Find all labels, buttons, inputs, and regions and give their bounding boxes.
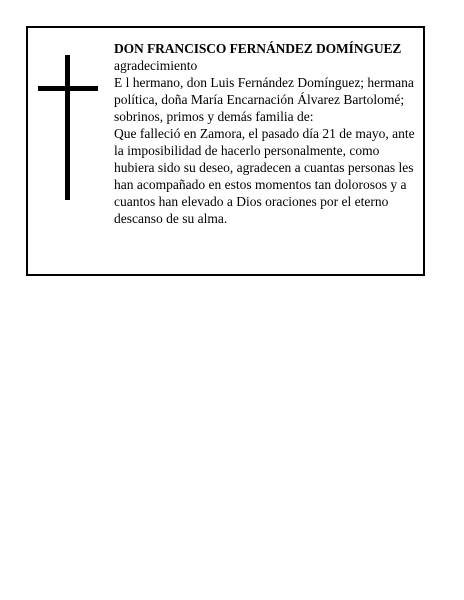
cross-horizontal-bar: [38, 86, 98, 91]
family-line: E l hermano, don Luis Fernández Domínguez; hermana: [114, 75, 414, 90]
cross-vertical-bar: [65, 55, 70, 200]
message-line: Que falleció en Zamora, el pasado día 21 de mayo, ante: [114, 126, 415, 141]
message-line: cuantos han elevado a Dios oraciones por el eterno: [114, 194, 389, 209]
message-line: han acompañado en estos momentos tan dolorosos y a: [114, 177, 407, 192]
family-line: política, doña María Encarnación Álvarez Bartolomé;: [114, 92, 405, 107]
message-line: la imposibilidad de hacerlo personalmente, como: [114, 143, 380, 158]
obituary-notice: [26, 26, 425, 276]
notice-heading: agradecimiento: [114, 58, 198, 73]
message-line: descanso de su alma.: [114, 211, 228, 226]
message-line: hubiera sido su deseo, agradecen a cuantas personas les: [114, 160, 414, 175]
notice-text: [114, 40, 422, 227]
family-line: sobrinos, primos y demás familia de:: [114, 109, 314, 124]
deceased-name: DON FRANCISCO FERNÁNDEZ DOMÍNGUEZ: [114, 41, 402, 56]
latin-cross-icon: [38, 55, 98, 200]
